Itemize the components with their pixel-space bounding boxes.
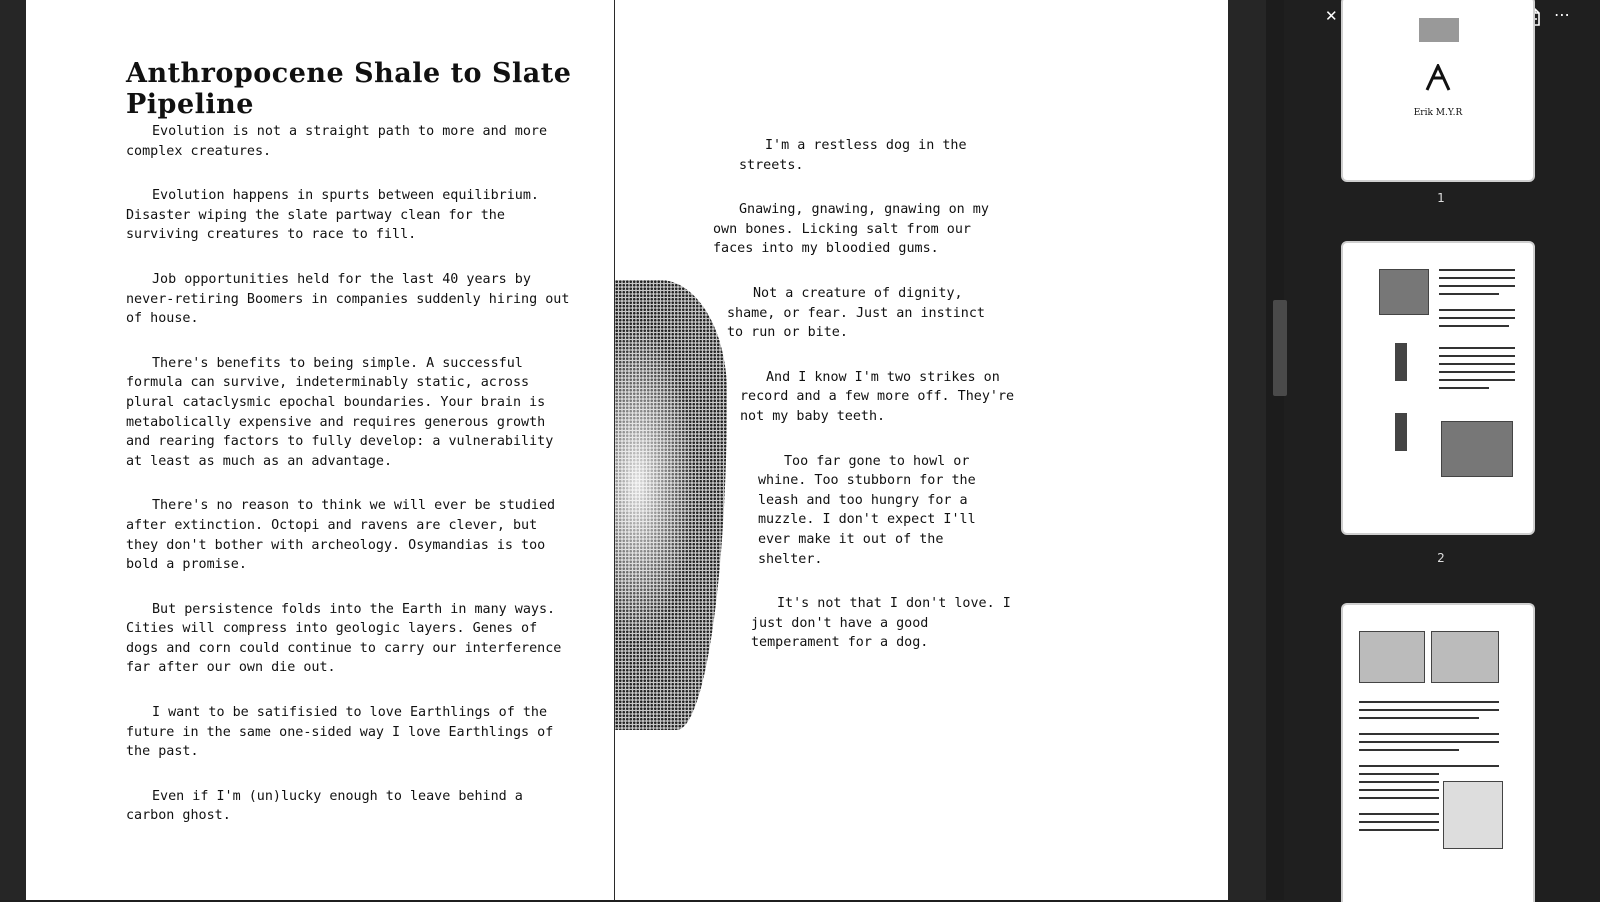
document-page-right (615, 0, 1228, 900)
paragraph: Job opportunities held for the last 40 years by never-retiring Boomers in companies suddenly hiring out of house. (126, 271, 570, 327)
paragraph: Gnawing, gnawing, gnawing on my own bones. Licking salt from our faces into my bloodied gums. (713, 202, 989, 257)
paragraph: Even if I'm (un)lucky enough to leave behind a carbon ghost. (126, 788, 523, 824)
paragraph: Too far gone to howl or whine. Too stubborn for the leash and too hungry for a muzzle. I don't expect I'll ever make it out of the shelter. (758, 453, 976, 567)
paragraph: It's not that I don't love. I just don't have a good temperament for a dog. (751, 596, 1011, 651)
paragraph: Not a creature of dignity, shame, or fear. Just an instinct to run or bite. (727, 285, 985, 341)
thumb-text-line (1439, 355, 1515, 357)
thumb-caption: Erik M.Y.R (1413, 108, 1463, 118)
thumb-text-line (1439, 309, 1515, 311)
thumb-text-line (1359, 741, 1499, 743)
paragraph: And I know I'm two strikes on record and a few more off. They're not my baby teeth. (740, 369, 1015, 424)
thumb-photo (1443, 781, 1503, 849)
page-number: 1 (1437, 191, 1445, 205)
page-number: 2 (1437, 551, 1445, 565)
thumb-text-line (1359, 717, 1479, 719)
thumb-text-line (1439, 325, 1509, 327)
pages-panel (1297, 0, 1600, 900)
right-text-column (615, 136, 1228, 678)
more-options-icon[interactable]: ⋯ (1554, 5, 1570, 24)
thumb-text-line (1439, 387, 1489, 389)
paragraph: But persistence folds into the Earth in many ways. Cities will compress into geologic layers. Genes of dogs and corn could continue to carry our interference far after our own die out. (126, 601, 562, 676)
document-page-left (26, 0, 614, 900)
thumb-figure (1395, 343, 1407, 381)
thumb-text-line (1359, 733, 1499, 735)
thumb-text-line (1439, 285, 1515, 287)
thumb-text-line (1359, 765, 1499, 767)
thumb-photo (1359, 631, 1425, 683)
thumb-text-line (1439, 277, 1515, 279)
thumb-text-line (1359, 829, 1439, 831)
thumb-text-line (1359, 813, 1439, 815)
document-title: Anthropocene Shale to Slate Pipeline (126, 58, 572, 120)
left-text-column (126, 122, 576, 851)
thumb-text-line (1359, 797, 1439, 799)
thumb-text-line (1359, 709, 1499, 711)
thumb-text-line (1439, 379, 1515, 381)
paragraph: Evolution happens in spurts between equilibrium. Disaster wiping the slate partway clean for the surviving creatures to race to fill. (126, 188, 539, 243)
thumb-text-line (1359, 789, 1439, 791)
thumb-text-line (1439, 347, 1515, 349)
thumb-photo (1379, 269, 1429, 315)
thumb-text-line (1439, 269, 1515, 271)
paragraph: I'm a restless dog in the streets. (739, 138, 967, 173)
thumb-text-line (1359, 701, 1499, 703)
thumb-text-line (1359, 821, 1439, 823)
thumb-figure (1419, 18, 1459, 42)
thumb-figure (1395, 413, 1407, 451)
thumb-text-line (1439, 363, 1515, 365)
paragraph: There's no reason to think we will ever be studied after extinction. Octopi and ravens are clever, but they don't bother with archeology. Osymandias is too bold a promise. (126, 498, 556, 573)
thumb-text-line (1359, 749, 1459, 751)
page-thumbnail-2[interactable] (1341, 241, 1535, 535)
thumb-text-line (1359, 773, 1439, 775)
viewer-scrollbar-thumb[interactable] (1273, 300, 1287, 396)
page-thumbnail-3[interactable] (1341, 603, 1535, 902)
paragraph: There's benefits to being simple. A successful formula can survive, indeterminably static, across plural cataclysmic epochal boundaries. Your brain is metabolically expensive and requires generous growth and rearing factors to fully develop: a vulnerability at least as much as an advantage. (126, 355, 554, 469)
close-icon[interactable]: ✕ (1325, 7, 1338, 25)
thumb-photo (1431, 631, 1499, 683)
thumb-photo (1441, 421, 1513, 477)
thumb-text-line (1439, 317, 1515, 319)
thumb-logo (1423, 64, 1453, 92)
paragraph: Evolution is not a straight path to more and more complex creatures. (126, 124, 548, 159)
viewer-scrollbar[interactable] (1266, 0, 1284, 900)
page-thumbnail-1[interactable] (1341, 0, 1535, 182)
thumb-text-line (1439, 371, 1515, 373)
paragraph: I want to be satifisied to love Earthlings of the future in the same one-sided way I love Earthlings of the past. (126, 705, 554, 760)
thumb-text-line (1439, 293, 1499, 295)
thumb-text-line (1359, 781, 1439, 783)
